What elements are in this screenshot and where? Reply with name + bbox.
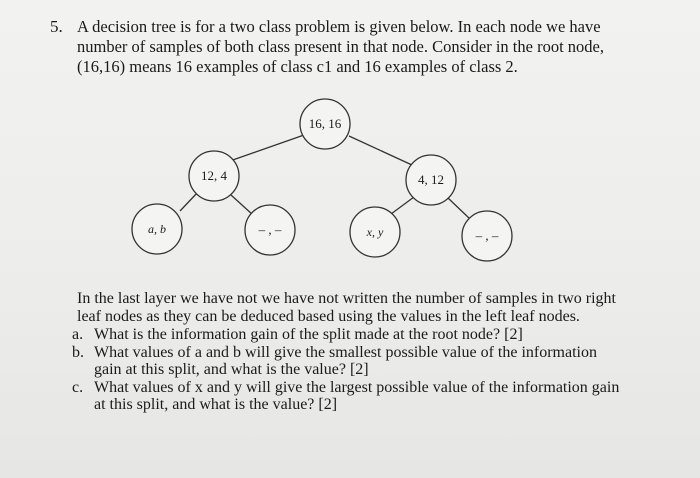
- sub-question-a: [72, 326, 682, 344]
- outro-line: In the last layer we have not we have not written the number of samples in two right: [77, 290, 616, 307]
- sub-question-text: What is the information gain of the split made at the root node? [2]: [94, 326, 523, 343]
- node-left-label: 12, 4: [201, 168, 227, 183]
- edge-left-rightleaf: [231, 195, 253, 215]
- sub-question-label: c.: [72, 378, 84, 396]
- sub-question-text: What values of x and y will give the largest possible value of the information gain: [94, 378, 620, 396]
- node-root-label: 16, 16: [308, 116, 342, 131]
- intro-line: number of samples of both class present in that node. Consider in the root node,: [77, 37, 604, 56]
- sub-question-b: [72, 344, 682, 379]
- sub-question-text: What values of a and b will give the smallest possible value of the information: [94, 343, 597, 361]
- question-outro: [77, 290, 677, 326]
- edge-right-leftleaf: [391, 197, 414, 214]
- edge-root-left: [227, 135, 304, 162]
- node-left-left-leaf-label: a, b: [148, 222, 166, 236]
- intro-line: (16,16) means 16 examples of class c1 and 16 examples of class 2.: [77, 57, 518, 76]
- edge-left-leftleaf: [180, 192, 198, 211]
- node-right-right-leaf-label: – , –: [475, 228, 499, 243]
- sub-question-label: b.: [72, 343, 84, 361]
- sub-question-label: a.: [72, 326, 84, 343]
- sub-question-c: [72, 379, 682, 414]
- outro-line: leaf nodes as they can be deduced based using the values in the left leaf nodes.: [77, 308, 580, 325]
- node-right-label: 4, 12: [418, 172, 444, 187]
- sub-question-text: at this split, and what is the value? [2]: [94, 396, 338, 413]
- edge-root-right: [349, 136, 412, 165]
- sub-question-list: [72, 326, 682, 414]
- question-number: 5.: [50, 17, 63, 36]
- sub-question-text: gain at this split, and what is the value? [2]: [94, 361, 369, 378]
- node-left-right-leaf-label: – , –: [258, 222, 282, 237]
- edge-right-rightleaf: [448, 198, 470, 219]
- intro-line: A decision tree is for a two class problem is given below. In each node we have: [77, 17, 601, 36]
- node-right-left-leaf-label: x, y: [366, 225, 384, 239]
